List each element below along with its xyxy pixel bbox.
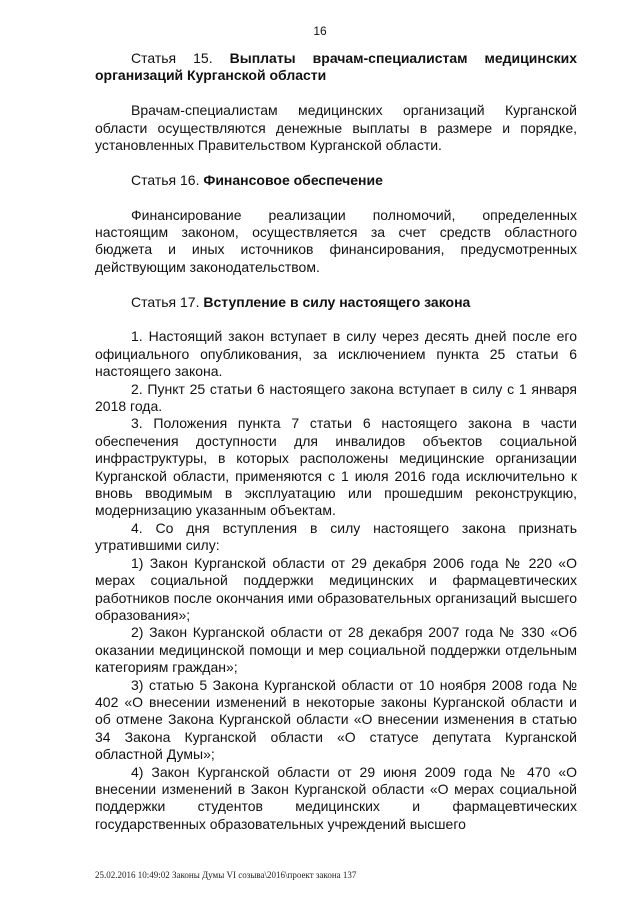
document-body	[95, 50, 577, 833]
article-15-heading	[95, 50, 577, 85]
repealed-law-2: 2) Закон Курганской области от 28 декабря 2007 года № 330 «Об оказании медицинской помощи и мер социальной поддержки отдельным категориям граждан»;	[95, 624, 577, 676]
spacer	[95, 311, 577, 328]
article-16-heading	[95, 172, 577, 189]
article-17-item-4: 4. Со дня вступления в силу настоящего закона признать утратившими силу:	[95, 519, 577, 554]
article-16-prefix: Статья 16.	[131, 171, 200, 188]
repealed-law-1: 1) Закон Курганской области от 29 декабря 2006 года № 220 «О мерах социальной поддержки медицинских и фармацевтических работников после окончания ими образовательных организаций высшего образования»;	[95, 554, 577, 623]
spacer	[95, 189, 577, 206]
article-15-title: Выплаты врачам-специалистам медицинских организаций Курганской области	[95, 50, 577, 84]
spacer	[95, 85, 577, 102]
article-17-heading	[95, 294, 577, 311]
footer-file-path: 25.02.2016 10:49:02 Законы Думы VI созыва\2016\проект закона 137	[95, 870, 357, 880]
repealed-law-3: 3) статью 5 Закона Курганской области от 10 ноября 2008 года № 402 «О внесении изменений в некоторые законы Курганской области и об отмене Закона Курганской области «О внесении изменения в статью 34 Закона Курганской области «О статусе депутата Курганской областной Думы»;	[95, 676, 577, 763]
article-17-prefix: Статья 17.	[131, 293, 200, 310]
article-15-prefix: Статья 15.	[131, 50, 213, 66]
article-17-item-2: 2. Пункт 25 статьи 6 настоящего закона вступает в силу с 1 января 2018 года.	[95, 380, 577, 415]
spacer	[95, 154, 577, 171]
page-number: 16	[313, 24, 327, 38]
article-16-paragraph: Финансирование реализации полномочий, определенных настоящим законом, осуществляется за счет средств областного бюджета и иных источников финансирования, предусмотренных действующим законодательством.	[95, 206, 577, 275]
article-17-title: Вступление в силу настоящего закона	[203, 293, 471, 310]
article-16-title: Финансовое обеспечение	[203, 171, 383, 188]
article-15-paragraph: Врачам-специалистам медицинских организаций Курганской области осуществляются денежные выплаты в размере и порядке, установленных Правительством Курганской области.	[95, 102, 577, 154]
article-17-item-3: 3. Положения пункта 7 статьи 6 настоящего закона в части обеспечения доступности для инвалидов объектов социальной инфраструктуры, в которых расположены медицинские организации Курганской области, применяются с 1 июля 2016 года исключительно к вновь вводимым в эксплуатацию или прошедшим реконструкцию, модернизацию указанным объектам.	[95, 415, 577, 519]
repealed-law-4: 4) Закон Курганской области от 29 июня 2009 года № 470 «О внесении изменений в Закон Курганской области «О мерах социальной поддержки студентов медицинских и фармацевтических государственных образовательных учреждений высшего	[95, 763, 577, 832]
article-17-item-1: 1. Настоящий закон вступает в силу через десять дней после его официального опубликования, за исключением пункта 25 статьи 6 настоящего закона.	[95, 328, 577, 380]
spacer	[95, 276, 577, 293]
